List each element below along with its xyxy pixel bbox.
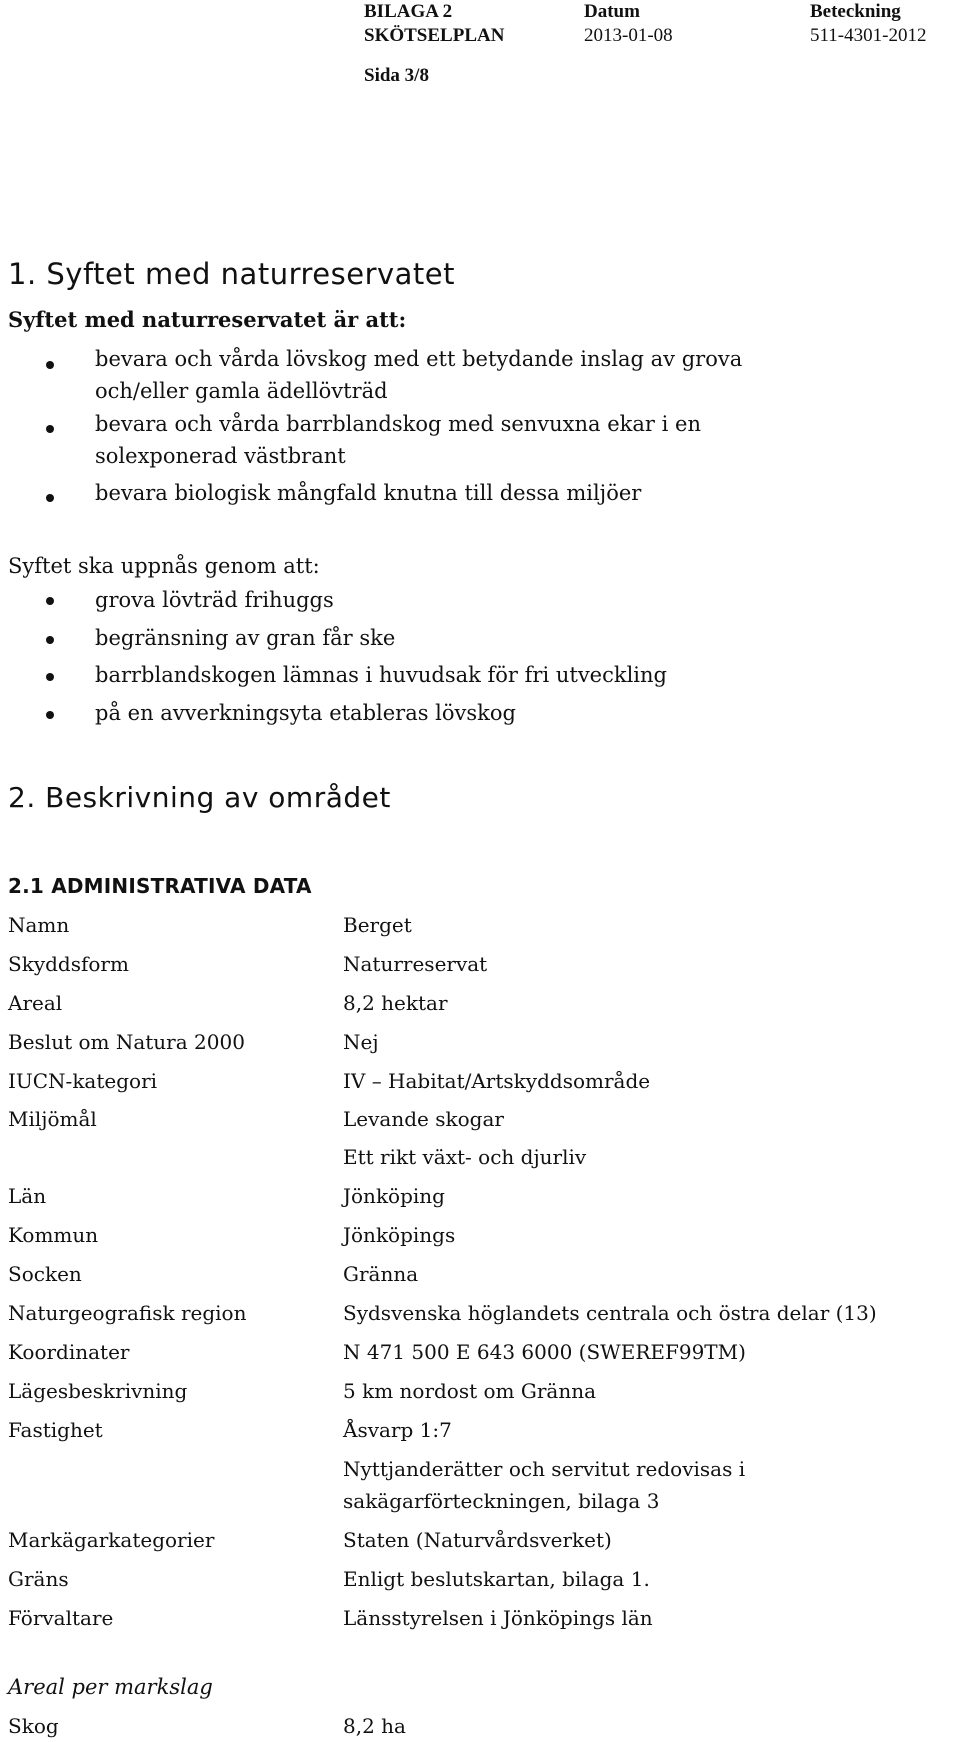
admin-value-cont: sakägarförteckningen, bilaga 3 [343, 1489, 660, 1513]
admin-value: 5 km nordost om Gränna [343, 1379, 597, 1403]
areal-heading: Areal per markslag [8, 1675, 213, 1699]
admin-value: Jönköpings [343, 1223, 456, 1247]
admin-value: Nej [343, 1030, 379, 1054]
admin-value: Staten (Naturvårdsverket) [343, 1528, 612, 1552]
admin-label: Fastighet [8, 1418, 103, 1442]
means-item: begränsning av gran får ske [95, 626, 396, 650]
admin-value-cont: Nyttjanderätter och servitut redovisas i [343, 1457, 746, 1481]
bullet-icon [46, 673, 54, 681]
aim-item-cont: solexponerad västbrant [95, 444, 346, 468]
admin-value: Jönköping [343, 1184, 445, 1208]
admin-value-cont: Ett rikt växt- och djurliv [343, 1145, 587, 1169]
admin-label: Socken [8, 1262, 82, 1286]
header-beteckning-value: 511-4301-2012 [810, 25, 927, 46]
admin-data-heading: 2.1 ADMINISTRATIVA DATA [8, 874, 312, 898]
bullet-icon [46, 636, 54, 644]
bullet-icon [46, 425, 54, 433]
header-sida: Sida 3/8 [364, 65, 429, 86]
aim-item: bevara och vårda lövskog med ett betydande inslag av grova [95, 347, 743, 371]
aim-item-cont: och/eller gamla ädellövträd [95, 379, 388, 403]
admin-label: Skyddsform [8, 952, 129, 976]
admin-value: Gränna [343, 1262, 419, 1286]
admin-label: Areal [8, 991, 63, 1015]
bullet-icon [46, 711, 54, 719]
admin-label: Markägarkategorier [8, 1528, 215, 1552]
header-datum-value: 2013-01-08 [584, 25, 673, 46]
header-beteckning-label: Beteckning [810, 1, 901, 22]
admin-label: Län [8, 1184, 47, 1208]
means-item: på en avverkningsyta etableras lövskog [95, 701, 516, 725]
admin-label: IUCN-kategori [8, 1069, 158, 1093]
means-item: grova lövträd frihuggs [95, 588, 334, 612]
areal-value: 8,2 ha [343, 1714, 406, 1738]
admin-label: Gräns [8, 1567, 69, 1591]
header-datum-label: Datum [584, 1, 640, 22]
section2-heading: 2. Beskrivning av området [8, 781, 391, 814]
admin-label: Förvaltare [8, 1606, 114, 1630]
bullet-icon [46, 597, 54, 605]
admin-label: Lägesbeskrivning [8, 1379, 188, 1403]
admin-value: Naturreservat [343, 952, 488, 976]
admin-value: IV – Habitat/Artskyddsområde [343, 1069, 651, 1093]
areal-label: Skog [8, 1714, 59, 1738]
aim-item: bevara och vårda barrblandskog med senvuxna ekar i en [95, 412, 701, 436]
admin-label: Miljömål [8, 1107, 97, 1131]
admin-label: Kommun [8, 1223, 99, 1247]
aim-item: bevara biologisk mångfald knutna till dessa miljöer [95, 481, 642, 505]
header-skotselplan: SKÖTSELPLAN [364, 25, 505, 46]
means-intro: Syftet ska uppnås genom att: [8, 554, 320, 578]
admin-value: N 471 500 E 643 6000 (SWEREF99TM) [343, 1340, 746, 1364]
bullet-icon [46, 361, 54, 369]
admin-value: Levande skogar [343, 1107, 504, 1131]
admin-label: Namn [8, 913, 70, 937]
admin-label: Koordinater [8, 1340, 130, 1364]
admin-value: Enligt beslutskartan, bilaga 1. [343, 1567, 650, 1591]
admin-value: Sydsvenska höglandets centrala och östra delar (13) [343, 1301, 877, 1325]
admin-value: Åsvarp 1:7 [343, 1418, 452, 1442]
admin-label: Naturgeografisk region [8, 1301, 247, 1325]
section1-intro: Syftet med naturreservatet är att: [8, 307, 407, 332]
admin-value: Berget [343, 913, 412, 937]
header-bilaga: BILAGA 2 [364, 1, 453, 22]
means-item: barrblandskogen lämnas i huvudsak för fri utveckling [95, 663, 667, 687]
admin-label: Beslut om Natura 2000 [8, 1030, 245, 1054]
admin-value: Länsstyrelsen i Jönköpings län [343, 1606, 653, 1630]
section1-heading: 1. Syftet med naturreservatet [8, 257, 456, 291]
bullet-icon [46, 494, 54, 502]
admin-value: 8,2 hektar [343, 991, 448, 1015]
